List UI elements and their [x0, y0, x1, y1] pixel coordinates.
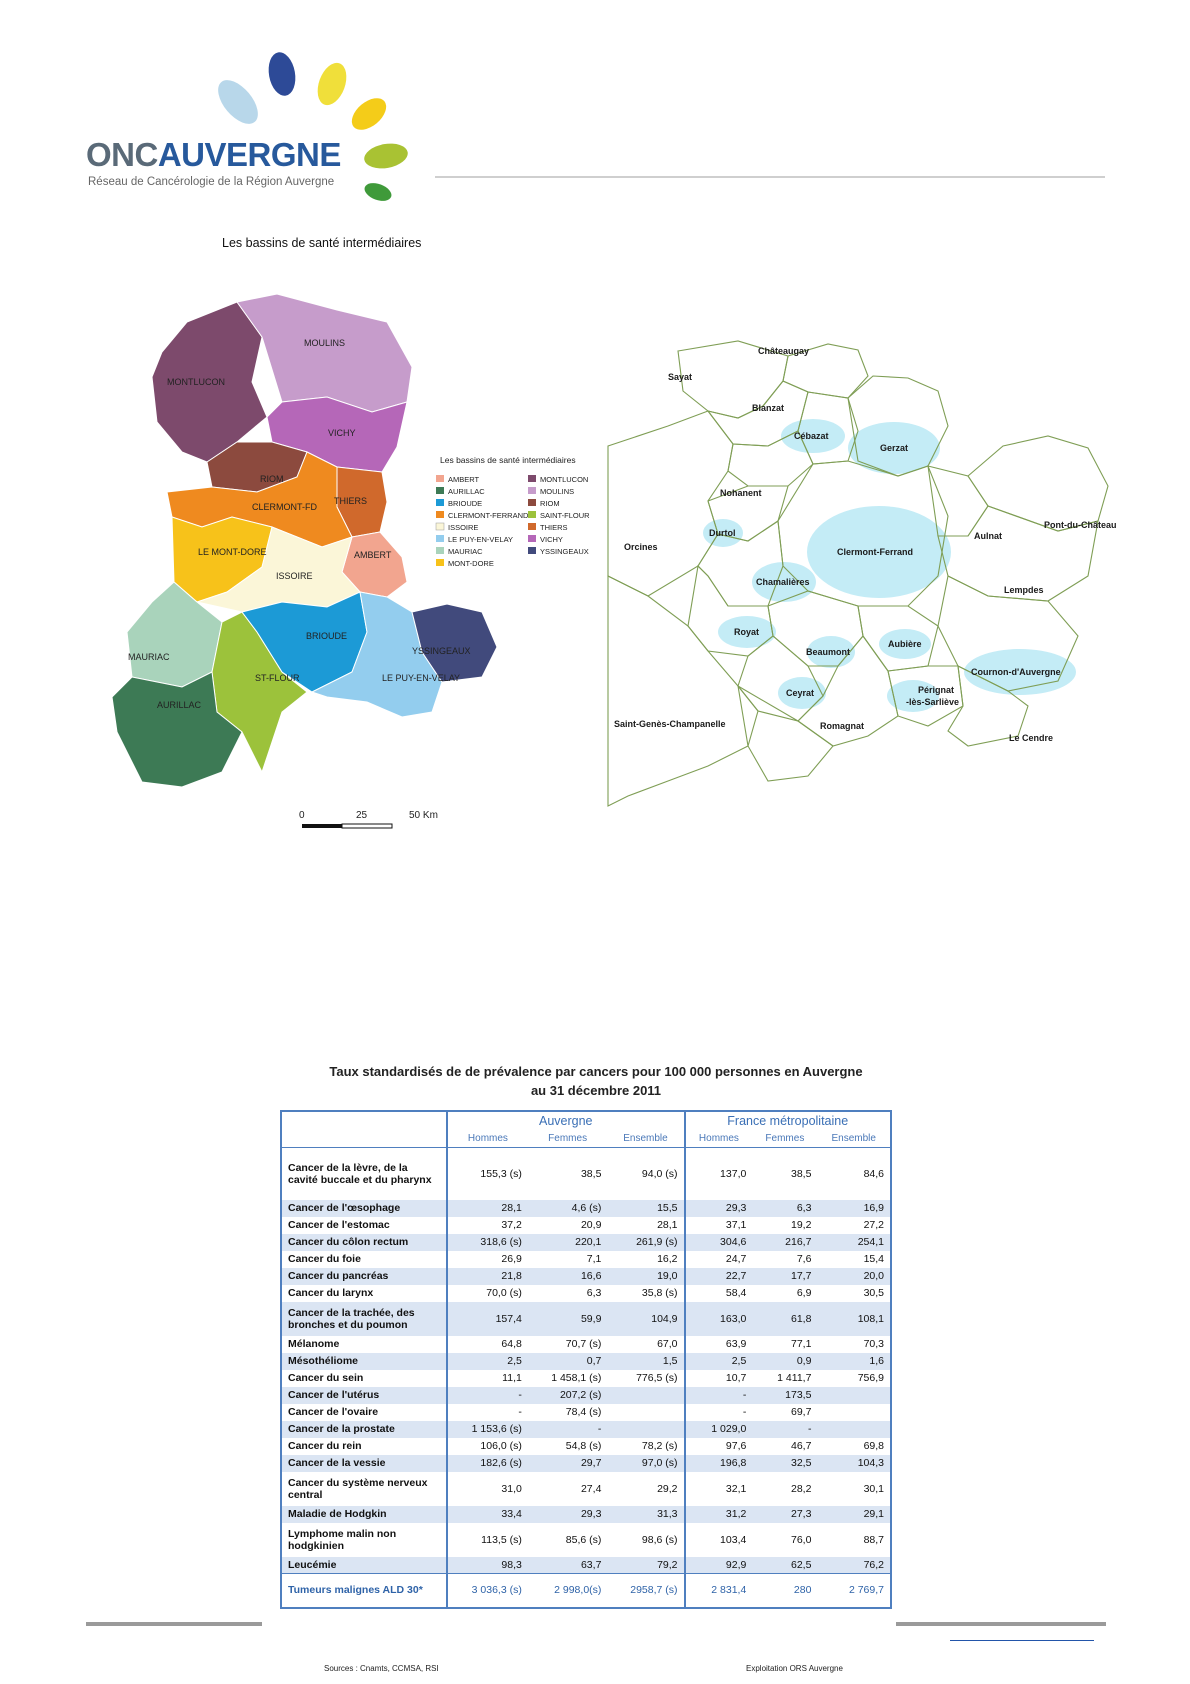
- city-chateaugay: Châteaugay: [758, 346, 810, 356]
- city-durtol: Durtol: [709, 528, 736, 538]
- city-clermont: Clermont-Ferrand: [837, 547, 914, 557]
- table-cell: 1,5: [662, 1355, 678, 1367]
- map-title: Les bassins de santé intermédiaires: [222, 236, 422, 250]
- label-clermont: CLERMONT-FD: [252, 502, 317, 512]
- table-row: [281, 1285, 891, 1302]
- oncauvergne-logo: [86, 52, 426, 202]
- table-row: [281, 1387, 891, 1404]
- table-cell: 4,6 (s): [571, 1202, 602, 1214]
- table-cell: 6,3: [796, 1202, 812, 1214]
- table-cell: 37,2: [447, 1217, 528, 1234]
- total-label: Tumeurs malignes ALD 30*: [288, 1584, 423, 1597]
- city-perignat: Pérignat: [918, 685, 955, 695]
- table-cell: 254,1: [857, 1236, 884, 1248]
- table-cell: 163,0: [685, 1302, 753, 1336]
- table-cell: 104,9: [651, 1312, 678, 1325]
- table-cell: 92,9: [685, 1557, 753, 1574]
- footer-link-underline[interactable]: [950, 1640, 1094, 1641]
- table-cell: 46,7: [791, 1440, 812, 1452]
- corner-cell: [281, 1111, 447, 1130]
- city-beaumont: Beaumont: [806, 647, 851, 657]
- table-cell: 182,6 (s): [447, 1455, 528, 1472]
- col-header: Ensemble: [623, 1133, 668, 1144]
- table-cell: -: [597, 1423, 602, 1435]
- row-label: Cancer du larynx: [288, 1287, 374, 1299]
- label-issoire: ISSOIRE: [276, 571, 313, 581]
- table-cell: 67,0: [657, 1338, 678, 1350]
- table-row: [281, 1336, 891, 1353]
- row-label: Cancer de la trachée, des bronches et du poumon: [288, 1306, 415, 1331]
- table-cell: 756,9: [857, 1372, 884, 1384]
- col-header: Ensemble: [831, 1133, 876, 1144]
- table-row: [281, 1234, 891, 1251]
- table-cell: 63,7: [580, 1558, 602, 1571]
- table-body: [281, 1148, 891, 1608]
- table-cell: 16,2: [657, 1253, 678, 1265]
- legend-item: AMBERT: [448, 475, 480, 484]
- table-cell: 79,2: [657, 1558, 678, 1571]
- label-le-puy: LE PUY-EN-VELAY: [382, 673, 461, 683]
- table-row: [281, 1506, 891, 1523]
- label-vichy: VICHY: [328, 428, 356, 438]
- table-cell: 29,1: [863, 1508, 884, 1520]
- city-romagnat: Romagnat: [820, 721, 865, 731]
- table-cell: 64,8: [447, 1336, 528, 1353]
- table-cell: 77,1: [791, 1338, 812, 1350]
- table-cell: 28,1: [657, 1219, 678, 1231]
- city-cournon: Cournon-d'Auvergne: [971, 667, 1061, 677]
- city-aulnat: Aulnat: [974, 531, 1002, 541]
- table-cell: 15,5: [657, 1202, 678, 1214]
- table-cell: -: [685, 1404, 753, 1421]
- table-cell: 97,6: [685, 1438, 753, 1455]
- table-cell: 261,9 (s): [636, 1236, 678, 1248]
- city-aubiere: Aubière: [888, 639, 922, 649]
- table-cell: 1 411,7: [777, 1372, 812, 1384]
- table-cell: 24,7: [685, 1251, 753, 1268]
- label-ambert: AMBERT: [354, 550, 392, 560]
- table-cell: 32,1: [685, 1472, 753, 1506]
- label-mont-dore: LE MONT-DORE: [198, 547, 267, 557]
- row-label: Maladie de Hodgkin: [288, 1508, 387, 1520]
- map-legend: [436, 455, 590, 568]
- legend-item: SAINT-FLOUR: [540, 511, 590, 520]
- table-cell: 2,5: [685, 1353, 753, 1370]
- label-moulins: MOULINS: [304, 338, 346, 348]
- row-label: Cancer du rein: [288, 1440, 362, 1452]
- table-cell: 27,2: [863, 1219, 884, 1231]
- table-cell: 69,8: [863, 1440, 884, 1452]
- city-lempdes: Lempdes: [1004, 585, 1044, 595]
- table-cell: 157,4: [447, 1302, 528, 1336]
- group-header-auvergne: Auvergne: [447, 1111, 685, 1130]
- footer-rule-right: [896, 1622, 1106, 1626]
- table-cell: 31,3: [657, 1508, 678, 1520]
- total-row: [281, 1574, 891, 1608]
- legend-column-2: [528, 475, 590, 556]
- table-cell: 38,5: [580, 1167, 602, 1180]
- table-cell: 70,0 (s): [447, 1285, 528, 1302]
- city-perignat-2: -lès-Sarliève: [906, 697, 960, 707]
- legend-item: ISSOIRE: [448, 523, 479, 532]
- table-cell: 11,1: [447, 1370, 528, 1387]
- legend-item: MAURIAC: [448, 547, 483, 556]
- table-cell: 220,1: [575, 1236, 602, 1248]
- table-cell: 61,8: [791, 1312, 812, 1325]
- city-ceyrat: Ceyrat: [786, 688, 815, 698]
- table-cell: 113,5 (s): [447, 1523, 528, 1557]
- row-label: Cancer de l'utérus: [288, 1389, 380, 1401]
- table-cell: 19,0: [657, 1270, 678, 1282]
- table-row: [281, 1200, 891, 1217]
- logo-brand: ONCAUVERGNE: [86, 136, 341, 173]
- table-cell: 70,3: [863, 1338, 884, 1350]
- table-cell: [817, 1421, 891, 1438]
- row-label: Cancer du pancréas: [288, 1270, 389, 1282]
- table-cell: 78,2 (s): [641, 1440, 678, 1452]
- label-saint-flour: ST-FLOUR: [255, 673, 300, 683]
- label-mauriac: MAURIAC: [128, 652, 170, 662]
- table-cell: 76,2: [863, 1558, 884, 1571]
- table-cell: 216,7: [785, 1236, 812, 1248]
- table-cell: 19,2: [791, 1219, 812, 1231]
- label-riom: RIOM: [260, 474, 284, 484]
- table-cell: 1 458,1 (s): [551, 1372, 602, 1384]
- exploitation-note: Exploitation ORS Auvergne: [746, 1664, 843, 1673]
- city-blanzat: Blanzat: [752, 403, 785, 413]
- table-cell: 62,5: [791, 1558, 812, 1571]
- row-label: Cancer du côlon rectum: [288, 1236, 409, 1248]
- table-cell: 6,3: [586, 1287, 602, 1299]
- row-label: Cancer de l'ovaire: [288, 1406, 379, 1418]
- table-cell: 37,1: [685, 1217, 753, 1234]
- table-cell: 30,1: [863, 1482, 884, 1495]
- header-divider: [435, 176, 1105, 178]
- table-cell: 10,7: [685, 1370, 753, 1387]
- table-row: [281, 1268, 891, 1285]
- table-cell: 63,9: [685, 1336, 753, 1353]
- city-gerzat: Gerzat: [880, 443, 909, 453]
- table-cell: 22,7: [685, 1268, 753, 1285]
- scale-25: 25: [356, 810, 368, 821]
- table-cell: 1 029,0: [685, 1421, 753, 1438]
- table-row: [281, 1353, 891, 1370]
- table-cell: 26,9: [447, 1251, 528, 1268]
- table-row: [281, 1370, 891, 1387]
- table-row: [281, 1217, 891, 1234]
- table-row: [281, 1523, 891, 1557]
- table-cell: 78,4 (s): [565, 1406, 602, 1418]
- city-saint-genes: Saint-Genès-Champanelle: [614, 719, 726, 729]
- group-header-france: France métropolitaine: [685, 1111, 891, 1130]
- table-cell: 20,0: [863, 1270, 884, 1282]
- table-cell: 106,0 (s): [447, 1438, 528, 1455]
- table-cell: 7,6: [796, 1253, 812, 1265]
- legend-item: YSSINGEAUX: [540, 547, 589, 556]
- city-nohanent: Nohanent: [720, 488, 762, 498]
- table-cell: 15,4: [863, 1253, 884, 1265]
- table-cell: 7,1: [586, 1253, 602, 1265]
- table-row: [281, 1302, 891, 1336]
- table-title: [258, 1062, 934, 1100]
- table-cell: 98,6 (s): [641, 1533, 678, 1546]
- row-label: Cancer de la vessie: [288, 1457, 386, 1469]
- table-cell: 59,9: [580, 1312, 602, 1325]
- city-royat: Royat: [734, 627, 760, 637]
- table-cell: 29,3: [685, 1200, 753, 1217]
- city-le-cendre: Le Cendre: [1009, 733, 1054, 743]
- table-cell: 31,2: [685, 1506, 753, 1523]
- legend-column-1: [436, 475, 529, 568]
- table-cell: 196,8: [685, 1455, 753, 1472]
- table-cell: 20,9: [580, 1219, 602, 1231]
- table-cell: 98,3: [447, 1557, 528, 1574]
- table-cell: 17,7: [791, 1270, 812, 1282]
- row-label: Cancer du système nerveux central: [288, 1476, 428, 1501]
- legend-item: VICHY: [540, 535, 563, 544]
- row-label: Cancer du foie: [288, 1253, 361, 1265]
- city-cebazat: Cébazat: [794, 431, 829, 441]
- clermont-agglomeration-map: [608, 336, 1117, 806]
- table-row: [281, 1455, 891, 1472]
- table-cell: [607, 1387, 684, 1404]
- legend-item: MOULINS: [540, 487, 575, 496]
- legend-item: AURILLAC: [448, 487, 485, 496]
- label-brioude: BRIOUDE: [306, 631, 348, 641]
- table-cell: 70,7 (s): [565, 1338, 602, 1350]
- table-cell: 94,0 (s): [641, 1167, 678, 1180]
- row-label: Mésothéliome: [288, 1355, 359, 1367]
- table-cell: 16,9: [863, 1202, 884, 1214]
- table-cell: -: [447, 1404, 528, 1421]
- row-label: Cancer du sein: [288, 1372, 364, 1384]
- table-cell: -: [685, 1387, 753, 1404]
- table-cell: 58,4: [685, 1285, 753, 1302]
- row-label: Cancer de la lèvre, de la cavité buccale et du pharynx: [288, 1161, 432, 1186]
- table-cell: 173,5: [785, 1389, 812, 1401]
- total-cell: 2 831,4: [685, 1574, 753, 1608]
- legend-item: LE PUY-EN-VELAY: [448, 535, 514, 544]
- label-aurillac: AURILLAC: [157, 700, 202, 710]
- table-row: [281, 1438, 891, 1455]
- table-title-line1: Taux standardisés de de prévalence par cancers pour 100 000 personnes en Auvergne: [329, 1064, 863, 1079]
- table-cell: 35,8 (s): [641, 1287, 678, 1299]
- table-cell: 16,6: [580, 1270, 602, 1282]
- table-cell: 27,3: [791, 1508, 812, 1520]
- table-row: [281, 1251, 891, 1268]
- table-cell: 304,6: [685, 1234, 753, 1251]
- table-cell: 31,0: [447, 1472, 528, 1506]
- table-cell: 0,9: [796, 1355, 812, 1367]
- scale-bar: [299, 810, 438, 828]
- col-header: Femmes: [765, 1133, 805, 1144]
- table-title-line2: au 31 décembre 2011: [530, 1083, 662, 1098]
- table-cell: 29,3: [580, 1508, 602, 1520]
- row-label: Lymphome malin non hodgkinien: [288, 1527, 397, 1552]
- region-moulins: [237, 294, 412, 412]
- table-cell: 38,5: [791, 1167, 812, 1180]
- auvergne-health-basins-map: [112, 292, 612, 852]
- table-row: [281, 1421, 891, 1438]
- table-cell: 69,7: [791, 1406, 812, 1418]
- table-cell: 29,2: [657, 1482, 678, 1495]
- table-cell: 97,0 (s): [641, 1457, 678, 1469]
- col-header: Femmes: [548, 1133, 588, 1144]
- table-cell: 28,2: [791, 1482, 812, 1495]
- total-cell: 2958,7 (s): [630, 1584, 678, 1597]
- label-montlucon: MONTLUCON: [167, 377, 225, 387]
- total-cell: 3 036,3 (s): [447, 1574, 528, 1608]
- prevalence-table: [280, 1110, 892, 1609]
- table-cell: [607, 1404, 684, 1421]
- scale-50: 50 Km: [409, 810, 438, 821]
- row-label: Cancer de l'estomac: [288, 1219, 390, 1231]
- table-cell: 88,7: [863, 1533, 884, 1546]
- row-label: Mélanome: [288, 1338, 340, 1350]
- col-header: Hommes: [685, 1130, 753, 1148]
- table-cell: 137,0: [685, 1148, 753, 1200]
- scale-0: 0: [299, 810, 305, 821]
- table-cell: 54,8 (s): [565, 1440, 602, 1452]
- total-cell: 280: [793, 1584, 812, 1597]
- logo-tagline: Réseau de Cancérologie de la Région Auvergne: [88, 176, 335, 188]
- table-cell: [817, 1387, 891, 1404]
- sources-note: Sources : Cnamts, CCMSA, RSI: [324, 1664, 439, 1673]
- table-cell: -: [447, 1387, 528, 1404]
- city-orcines: Orcines: [624, 542, 658, 552]
- legend-title: Les bassins de santé intermédiaires: [440, 455, 576, 465]
- table-row: [281, 1557, 891, 1574]
- legend-item: RIOM: [540, 499, 560, 508]
- row-label: Cancer de la prostate: [288, 1423, 395, 1435]
- table-cell: 104,3: [857, 1457, 884, 1469]
- table-cell: 0,7: [586, 1355, 602, 1367]
- table-cell: 155,3 (s): [447, 1148, 528, 1200]
- city-chamalieres: Chamalières: [756, 577, 810, 587]
- label-yssingeaux: YSSINGEAUX: [412, 646, 471, 656]
- table-cell: 1,6: [869, 1355, 884, 1367]
- city-sayat: Sayat: [668, 372, 693, 382]
- row-label: Leucémie: [288, 1558, 337, 1571]
- table-cell: [607, 1421, 684, 1438]
- table-cell: [817, 1404, 891, 1421]
- table-cell: 29,7: [580, 1457, 602, 1469]
- legend-item: BRIOUDE: [448, 499, 483, 508]
- table-cell: 21,8: [447, 1268, 528, 1285]
- table-cell: 207,2 (s): [559, 1389, 602, 1401]
- table-cell: 33,4: [447, 1506, 528, 1523]
- table-cell: 27,4: [580, 1482, 602, 1495]
- legend-item: MONT-DORE: [448, 559, 494, 568]
- table-cell: -: [807, 1423, 812, 1435]
- table-cell: 32,5: [791, 1457, 812, 1469]
- footer-rule-left: [86, 1622, 262, 1626]
- col-header: Hommes: [447, 1130, 528, 1148]
- table-cell: 6,9: [796, 1287, 812, 1299]
- legend-item: THIERS: [540, 523, 568, 532]
- total-cell: 2 998,0(s): [554, 1584, 602, 1597]
- table-cell: 28,1: [447, 1200, 528, 1217]
- table-cell: 318,6 (s): [447, 1234, 528, 1251]
- table-cell: 776,5 (s): [636, 1372, 678, 1384]
- label-thiers: THIERS: [334, 496, 368, 506]
- legend-item: MONTLUCON: [540, 475, 589, 484]
- table-cell: 1 153,6 (s): [447, 1421, 528, 1438]
- legend-item: CLERMONT-FERRAND: [448, 511, 529, 520]
- table-cell: 103,4: [685, 1523, 753, 1557]
- table-cell: 108,1: [857, 1312, 884, 1325]
- table-cell: 85,6 (s): [565, 1533, 602, 1546]
- table-row: [281, 1472, 891, 1506]
- city-pont-du-chateau: Pont-du-Château: [1044, 520, 1117, 530]
- row-label: Cancer de l'œsophage: [288, 1202, 401, 1214]
- table-cell: 76,0: [791, 1533, 812, 1546]
- table-cell: 84,6: [863, 1167, 884, 1180]
- table-row: [281, 1404, 891, 1421]
- total-cell: 2 769,7: [848, 1584, 884, 1597]
- table-cell: 30,5: [863, 1287, 884, 1299]
- table-row: [281, 1148, 891, 1200]
- table-cell: 2,5: [447, 1353, 528, 1370]
